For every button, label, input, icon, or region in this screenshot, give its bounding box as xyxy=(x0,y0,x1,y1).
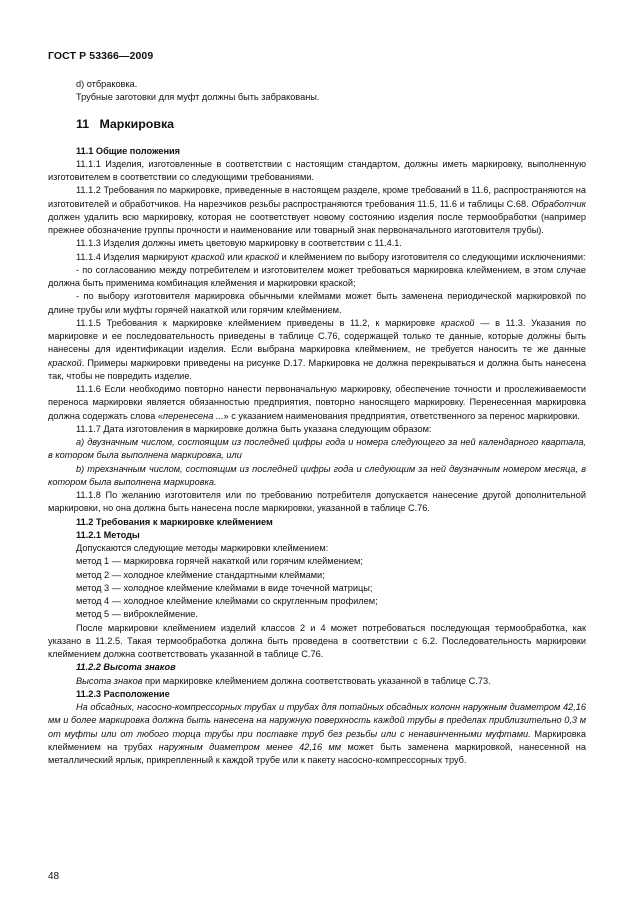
list-item-method-2: метод 2 — холодное клеймение стандартными клеймами; xyxy=(76,569,325,580)
paragraph-11-1-3: 11.1.3 Изделия должны иметь цветовую маркировку в соответствии с 11.4.1. xyxy=(76,238,402,249)
list-item-method-1: метод 1 — маркировка горячей накаткой или горячим клеймением; xyxy=(76,556,363,567)
paragraph-11-1-2: 11.1.2 Требования по маркировке, приведенные в настоящем разделе, кроме требований в 11.6, распространяются на изготовителей и обработчиков. На нарезчиков резьбы распространяются требования 11.5, 11.6 и таблицы С.68. Обработчик должен удалить всю маркировку, которая не соответствует новому состоянию изделия после термообработки (например прежнее обозначение группы прочности и наименование или товарный знак первоначального изготовителя трубы). xyxy=(48,185,586,235)
list-item-method-5: метод 5 — виброклеймение. xyxy=(76,609,198,620)
paragraph-11-1-6: 11.1.6 Если необходимо повторно нанести первоначальную маркировку, обеспечение точности и прослеживаемости переноса маркировки является обязанностью предприятия, повторно наносящего маркировку. Перенесенная маркировка должна содержать слова «перенесена ...» с указанием наименования предприятия, ответственного за перенос маркировки. xyxy=(48,384,586,421)
paragraph-date-option-a: a) двузначным числом, состоящим из последней цифры года и номера следующего за ней календарного квартала, в котором была выполнена маркировка, или xyxy=(48,437,586,461)
paragraph-11-1-5: 11.1.5 Требования к маркировке клеймением приведены в 11.2, к маркировке краской — в 11.3. Указания по маркировке и ее последовательность приведены в таблице С.76, содержащей только те данные, которые должны быть нанесены для идентификации изделия. Если выбрана маркировка клеймением, не требуется наносить те же данные краской. Примеры маркировки приведены на рисунке D.17. Маркировка не должна перекрываться и должна быть нанесена так, чтобы не повредить изделие. xyxy=(48,317,586,381)
paragraph-date-option-b: b) трехзначным числом, состоящим из последней цифры года и следующим за ней двузначным номером месяца, в котором была выполнена маркировка. xyxy=(48,463,586,487)
paragraph-11-1-7: 11.1.7 Дата изготовления в маркировке должна быть указана следующим образом: xyxy=(76,423,432,434)
subsection-title-11-2-2: 11.2.2 Высота знаков xyxy=(76,662,176,673)
paragraph-after-methods: После маркировки клеймением изделий классов 2 и 4 может потребоваться последующая термообработка, как указано в 11.2.5. Такая термообработка должна быть проведена в соответствии с 6.2. Последовательность маркировки клеймением должна соответствовать указанной в таблице С.76. xyxy=(48,622,586,659)
section-number: 11 xyxy=(76,116,90,131)
paragraph-exception-2: - по выбору изготовителя маркировка обычными клеймами может быть заменена периодической маркировкой по длине трубы или муфты горячей накаткой или горячим клеймением. xyxy=(48,291,586,315)
paragraph-methods-intro: Допускаются следующие методы маркировки клеймением: xyxy=(76,543,329,553)
subsection-title-11-2: 11.2 Требования к маркировке клеймением xyxy=(76,516,273,527)
paragraph-11-1-4: 11.1.4 Изделия маркируют краской или краской и клеймением по выбору изготовителя со следующими исключениями: xyxy=(76,251,586,262)
subsection-title-11-2-1: 11.2.1 Методы xyxy=(76,529,140,540)
paragraph-blanks-rejected: Трубные заготовки для муфт должны быть забракованы. xyxy=(76,92,320,103)
list-item-method-4: метод 4 — холодное клеймение клеймами со скругленным профилем; xyxy=(76,596,378,606)
paragraph-exception-1: - по согласованию между потребителем и изготовителем может требоваться маркировка клеймением, в этом случае должна быть применима комбинация клеймения и маркировки краской; xyxy=(48,264,586,288)
paragraph-rejection: d) отбраковка. xyxy=(76,79,138,89)
paragraph-mark-height: Высота знаков при маркировке клеймением должна соответствовать указанной в таблице С.73. xyxy=(76,675,491,686)
page-content xyxy=(48,78,586,767)
subsection-title-11-1: 11.1 Общие положения xyxy=(76,145,181,156)
section-title: Маркировка xyxy=(99,116,175,131)
paragraph-11-1-1: 11.1.1 Изделия, изготовленные в соответствии с настоящим стандартом, должны иметь маркировку, выполненную изготовителем в соответствии со следующими требованиями. xyxy=(48,158,586,182)
page-number: 48 xyxy=(48,871,60,882)
paragraph-11-1-8: 11.1.8 По желанию изготовителя или по требованию потребителя допускается нанесение другой дополнительной маркировки, но она должна быть нанесена после маркировки, указанной в таблице С.76. xyxy=(48,490,586,514)
subsection-title-11-2-3: 11.2.3 Расположение xyxy=(76,688,170,699)
section-heading xyxy=(48,115,586,133)
list-item-method-3: метод 3 — холодное клеймение клеймами в виде точечной матрицы; xyxy=(76,582,373,593)
paragraph-location: На обсадных, насосно-компрессорных трубах и трубах для потайных обсадных колонн наружным диаметром 42,16 мм и более маркировка должна быть нанесена на наружную поверхность каждой трубы в пределах приблизительно 0,3 м от муфты или от любого торца трубы при поставке труб без резьбы или с ненавинченными муфтами. Маркировка клеймением на трубах наружным диаметром менее 42,16 мм может быть заменена маркировкой, нанесенной на металлический ярлык, прикрепленный к каждой трубе или к пакету насосно-компрессорных труб. xyxy=(48,702,586,765)
document-header: ГОСТ Р 53366—2009 xyxy=(48,50,154,62)
